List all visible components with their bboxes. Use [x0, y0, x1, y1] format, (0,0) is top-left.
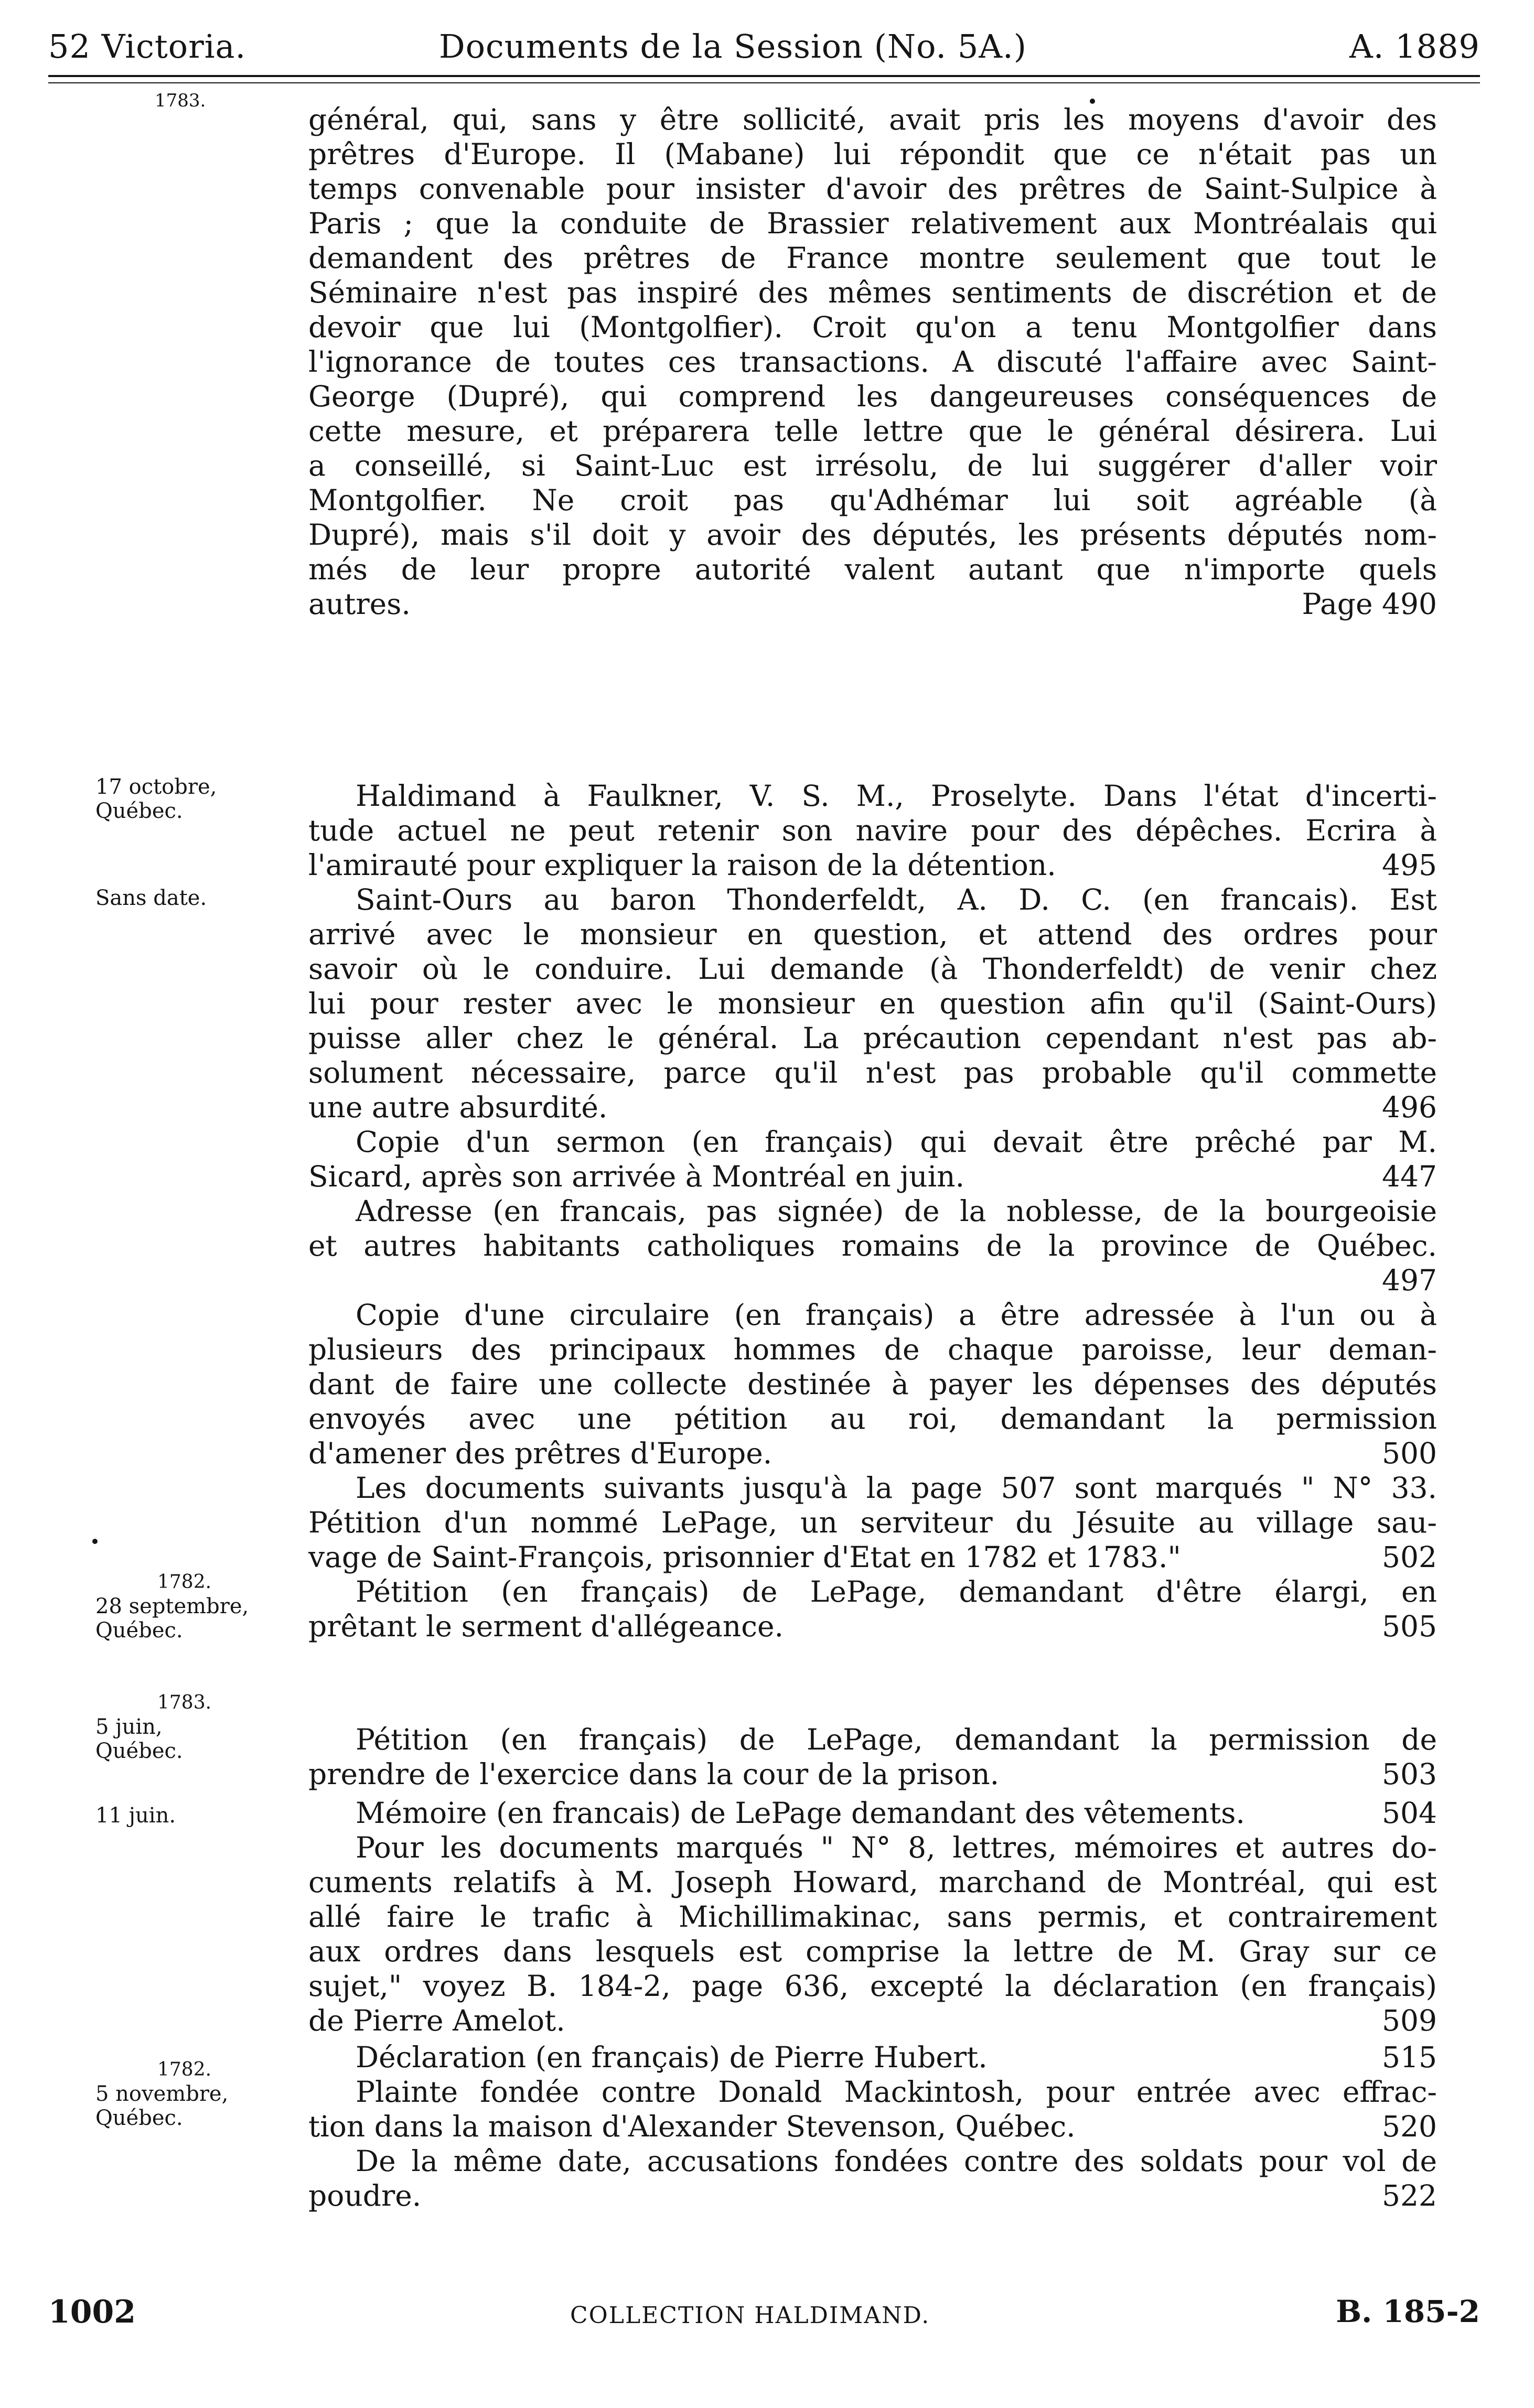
- page-reference: 522: [1382, 2179, 1437, 2212]
- text-line: Paris ; que la conduite de Brassier relativement aux Montréalais qui: [308, 207, 1437, 240]
- margin-year: 1782.: [157, 2059, 212, 2080]
- page-reference: 503: [1382, 1757, 1437, 1791]
- page-reference: 502: [1382, 1540, 1437, 1574]
- text-line: George (Dupré), qui comprend les dangeureuses conséquences de: [308, 380, 1437, 413]
- text-line: prendre de l'exercice dans la cour de la prison.: [308, 1757, 1000, 1791]
- text-line: une autre absurdité.: [308, 1090, 608, 1124]
- text-line: Montgolfier. Ne croit pas qu'Adhémar lui soit agréable (à: [308, 483, 1437, 517]
- text-line: Dupré), mais s'il doit y avoir des députés, les présents députés nom-: [308, 518, 1437, 552]
- page-reference: 496: [1382, 1090, 1437, 1124]
- text-line: l'amirauté pour expliquer la raison de la détention.: [308, 848, 1056, 882]
- text-line: Déclaration (en français) de Pierre Hubert.: [356, 2040, 988, 2074]
- margin-place: Québec.: [95, 2106, 183, 2130]
- main-text-column: [308, 102, 1437, 2252]
- text-line: de Pierre Amelot.: [308, 2004, 565, 2037]
- collection-title: COLLECTION HALDIMAND.: [570, 2302, 930, 2329]
- text-line: Plainte fondée contre Donald Mackintosh, pour entrée avec effrac-: [356, 2075, 1437, 2109]
- margin-note-5-juin: [95, 1691, 211, 1763]
- text-line: arrivé avec le monsieur en question, et attend des ordres pour: [308, 917, 1437, 951]
- margin-note-5-novembre: [95, 2058, 228, 2130]
- page-reference: 504: [1382, 1796, 1437, 1830]
- page-reference: Page 490: [1302, 587, 1437, 621]
- text-line: dant de faire une collecte destinée à payer les dépenses des députés: [308, 1367, 1437, 1401]
- text-line: tion dans la maison d'Alexander Stevenson, Québec.: [308, 2110, 1076, 2143]
- page-reference: 515: [1382, 2040, 1437, 2074]
- text-line: a conseillé, si Saint-Luc est irrésolu, de lui suggérer d'aller voir: [308, 449, 1437, 482]
- margin-place: Québec.: [95, 1739, 183, 1763]
- text-line: sujet," voyez B. 184-2, page 636, excepté la déclaration (en français): [308, 1969, 1437, 2003]
- text-line: Haldimand à Faulkner, V. S. M., Proselyte. Dans l'état d'incerti-: [356, 779, 1437, 813]
- text-line: cette mesure, et préparera telle lettre que le général désirera. Lui: [308, 414, 1437, 448]
- stray-dot-mark: [92, 1539, 98, 1544]
- text-line: Mémoire (en francais) de LePage demandant des vêtements.: [356, 1796, 1245, 1830]
- header-rule-thin: [48, 82, 1480, 83]
- text-line: Sicard, après son arrivée à Montréal en juin.: [308, 1160, 965, 1193]
- page-reference: 497: [1382, 1264, 1437, 1297]
- text-line: temps convenable pour insister d'avoir des prêtres de Saint-Sulpice à: [308, 172, 1437, 206]
- text-line: d'amener des prêtres d'Europe.: [308, 1437, 773, 1470]
- text-line: et autres habitants catholiques romains de la province de Québec.: [308, 1229, 1437, 1262]
- text-line: vage de Saint-François, prisonnier d'Etat en 1782 et 1783.": [308, 1540, 1181, 1574]
- header-rule: [48, 75, 1480, 77]
- header-left: 52 Victoria.: [48, 27, 246, 66]
- page-footer: [48, 2294, 1480, 2336]
- text-line: Les documents suivants jusqu'à la page 507 sont marqués " N° 33.: [356, 1471, 1437, 1505]
- text-line: Saint-Ours au baron Thonderfeldt, A. D. C. (en francais). Est: [356, 883, 1437, 916]
- margin-year: 1783.: [157, 1692, 212, 1713]
- text-line: tude actuel ne peut retenir son navire pour des dépêches. Ecrira à: [308, 814, 1437, 847]
- text-line: allé faire le trafic à Michillimakinac, sans permis, et contrairement: [308, 1900, 1437, 1934]
- margin-date: 28 septembre,: [95, 1594, 249, 1618]
- margin-note-17-octobre: [95, 775, 217, 823]
- text-line: poudre.: [308, 2179, 422, 2212]
- margin-place: Québec.: [95, 799, 183, 823]
- text-line: demandent des prêtres de France montre seulement que tout le: [308, 241, 1437, 275]
- page-reference: 447: [1382, 1160, 1437, 1193]
- page-reference: 509: [1382, 2004, 1437, 2037]
- page-reference: 505: [1382, 1610, 1437, 1643]
- page-reference: 495: [1382, 848, 1437, 882]
- text-line: savoir où le conduire. Lui demande (à Thonderfeldt) de venir chez: [308, 952, 1437, 986]
- text-line: plusieurs des principaux hommes de chaque paroisse, leur deman-: [308, 1333, 1437, 1366]
- margin-date: 11 juin.: [95, 1804, 176, 1828]
- margin-year-top: 1783.: [155, 90, 206, 111]
- text-line: lui pour rester avec le monsieur en question afin qu'il (Saint-Ours): [308, 987, 1437, 1020]
- margin-date: 5 juin,: [95, 1715, 163, 1739]
- margin-place: Québec.: [95, 1618, 183, 1643]
- margin-note-28-septembre: [95, 1570, 249, 1643]
- text-line: solument nécessaire, parce qu'il n'est pas probable qu'il commette: [308, 1056, 1437, 1089]
- text-line: prêtant le serment d'allégeance.: [308, 1610, 784, 1643]
- text-line: général, qui, sans y être sollicité, avait pris les moyens d'avoir des: [308, 103, 1437, 136]
- text-line: envoyés avec une pétition au roi, demandant la permission: [308, 1402, 1437, 1435]
- header-title: Documents de la Session (No. 5A.): [439, 27, 1027, 66]
- margin-note-sans-date: [95, 886, 207, 910]
- margin-date: 17 octobre,: [95, 775, 217, 799]
- margin-year: 1782.: [157, 1571, 212, 1593]
- text-line: prêtres d'Europe. Il (Mabane) lui répondit que ce n'était pas un: [308, 137, 1437, 171]
- series-reference: B. 185-2: [1336, 2294, 1480, 2329]
- page-number: 1002: [48, 2294, 136, 2330]
- text-line: Copie d'une circulaire (en français) a être adressée à l'un ou à: [356, 1298, 1437, 1332]
- text-line: Pétition (en français) de LePage, demandant la permission de: [356, 1723, 1437, 1756]
- text-line: aux ordres dans lesquels est comprise la lettre de M. Gray sur ce: [308, 1935, 1437, 1968]
- text-line: Séminaire n'est pas inspiré des mêmes sentiments de discrétion et de: [308, 276, 1437, 309]
- text-line: Pour les documents marqués " N° 8, lettres, mémoires et autres do-: [356, 1831, 1437, 1864]
- text-line: Adresse (en francais, pas signée) de la noblesse, de la bourgeoisie: [356, 1194, 1437, 1228]
- text-line: cuments relatifs à M. Joseph Howard, marchand de Montréal, qui est: [308, 1865, 1437, 1899]
- text-line: devoir que lui (Montgolfier). Croit qu'on a tenu Montgolfier dans: [308, 310, 1437, 344]
- margin-note-11-juin: [95, 1804, 176, 1828]
- text-line: autres.: [308, 587, 411, 621]
- margin-date: Sans date.: [95, 886, 207, 910]
- page-reference: 500: [1382, 1437, 1437, 1470]
- text-line: Copie d'un sermon (en français) qui devait être prêché par M.: [356, 1125, 1437, 1159]
- page-reference: 520: [1382, 2110, 1437, 2143]
- text-line: De la même date, accusations fondées contre des soldats pour vol de: [356, 2144, 1437, 2178]
- text-line: l'ignorance de toutes ces transactions. A discuté l'affaire avec Saint-: [308, 345, 1437, 379]
- running-header: [48, 27, 1480, 80]
- header-year: A. 1889: [1349, 27, 1480, 66]
- text-line: Pétition (en français) de LePage, demandant d'être élargi, en: [356, 1575, 1437, 1608]
- margin-date: 5 novembre,: [95, 2082, 229, 2106]
- text-line: Pétition d'un nommé LePage, un serviteur du Jésuite au village sau-: [308, 1506, 1437, 1539]
- text-line: puisse aller chez le général. La précaution cependant n'est pas ab-: [308, 1021, 1437, 1055]
- text-line: més de leur propre autorité valent autant que n'importe quels: [308, 553, 1437, 586]
